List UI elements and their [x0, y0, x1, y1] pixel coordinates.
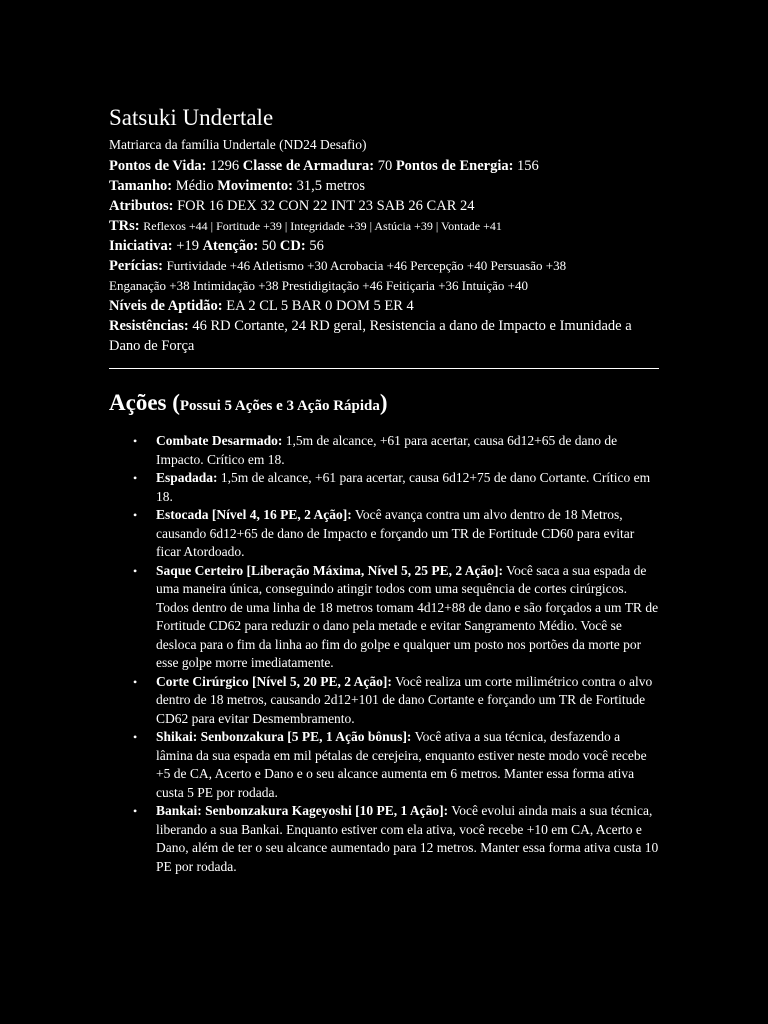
pe-label: Pontos de Energia: — [395, 158, 514, 174]
actions-heading-title: Ações ( — [109, 390, 180, 415]
stat-line-aptitude — [109, 296, 659, 316]
action-text: Você realiza um corte milimétrico contra o alvo dentro de 18 metros, causando 2d12+101 de dano Cortante e forçando um TR de Fortitude CD62 para evitar Desmembramento. — [156, 673, 653, 726]
movimento-value: 31,5 metros — [296, 178, 366, 194]
stat-line-attributes — [109, 196, 659, 216]
actions-heading — [109, 389, 659, 420]
action-text: 1,5m de alcance, +61 para acertar, causa 6d12+65 de dano de Impacto. Crítico em 18. — [156, 433, 618, 467]
stat-line-resistances — [109, 316, 659, 356]
pe-value: 156 — [517, 158, 539, 174]
action-name: Estocada [Nível 4, 16 PE, 2 Ação]: — [156, 507, 352, 522]
atributos-label: Atributos: — [109, 198, 174, 214]
niveis-value: EA 2 CL 5 BAR 0 DOM 5 ER 4 — [226, 298, 414, 314]
pv-value: 1296 — [210, 158, 240, 174]
actions-list — [109, 432, 659, 876]
tamanho-value: Médio — [175, 178, 214, 194]
list-item — [133, 562, 659, 673]
action-text: Você ativa a sua técnica, desfazendo a lâmina da sua espada em mil pétalas de cerejeira, enquanto estiver neste modo você recebe +5 de CA, Acerto e Dano e o seu alcance aumenta em 6 metros. Manter essa forma ativa custa 5 PE por rodada. — [156, 729, 647, 800]
atencao-label: Atenção: — [202, 238, 259, 254]
list-item — [133, 802, 659, 876]
list-item — [133, 728, 659, 802]
action-name: Shikai: Senbonzakura [5 PE, 1 Ação bônus]: — [156, 729, 412, 744]
atencao-value: 50 — [261, 238, 277, 254]
resistencias-label: Resistências: — [109, 318, 189, 334]
stat-line-vitals — [109, 156, 659, 176]
divider — [109, 368, 659, 369]
action-name: Combate Desarmado: — [156, 433, 283, 448]
stat-line-initiative — [109, 236, 659, 256]
iniciativa-label: Iniciativa: — [109, 238, 173, 254]
pv-label: Pontos de Vida: — [109, 158, 207, 174]
bullet-icon: • — [133, 434, 138, 448]
atributos-value: FOR 16 DEX 32 CON 22 INT 23 SAB 26 CAR 24 — [177, 198, 475, 214]
stat-line-skills — [109, 256, 659, 296]
list-item — [133, 506, 659, 562]
action-name: Espadada: — [156, 470, 218, 485]
list-item — [133, 673, 659, 729]
action-text: Você saca a sua espada de uma maneira única, conseguindo atingir todos com uma sequência de cortes cirúrgicos. Todos dentro de uma linha de 18 metros tomam 4d12+88 de dano e são forçados a um TR de Fortitude CD62 para reduzir o dano pela metade e evitar Sangramento Médio. Você se desloca para o fim da linha ao fim do golpe e qualquer um posto nos portões da morte por esse golpe morre imediatamente. — [156, 562, 659, 670]
pericias-line-1: Furtividade +46 Atletismo +30 Acrobacia +46 Percepção +40 Persuasão +38 — [166, 258, 567, 273]
stat-block — [109, 104, 659, 876]
pericias-line-2: Enganação +38 Intimidação +38 Prestidigitação +46 Feitiçaria +36 Intuição +40 — [109, 278, 528, 293]
bullet-icon: • — [133, 563, 138, 578]
cd-label: CD: — [279, 238, 306, 254]
movimento-label: Movimento: — [217, 178, 293, 194]
resistencias-value: 46 RD Cortante, 24 RD geral, Resistencia a dano de Impacto e Imunidade a Dano de Força — [109, 318, 632, 354]
bullet-icon: • — [133, 730, 138, 744]
stat-line-size — [109, 176, 659, 196]
ca-value: 70 — [377, 158, 393, 174]
actions-heading-close: ) — [379, 390, 388, 415]
trs-value: Reflexos +44 | Fortitude +39 | Integridade +39 | Astúcia +39 | Vontade +41 — [143, 219, 502, 233]
ca-label: Classe de Armadura: — [242, 158, 375, 174]
tamanho-label: Tamanho: — [109, 178, 173, 194]
list-item — [133, 469, 659, 506]
actions-heading-subtitle: Possui 5 Ações e 3 Ação Rápida — [179, 398, 380, 414]
action-name: Saque Certeiro [Liberação Máxima, Nível 5, 25 PE, 2 Ação]: — [156, 562, 503, 578]
bullet-icon: • — [133, 508, 138, 522]
stat-line-trs — [109, 216, 659, 236]
action-name: Bankai: Senbonzakura Kageyoshi [10 PE, 1 Ação]: — [156, 803, 449, 818]
subtitle: Matriarca da família Undertale (ND24 Desafio) — [109, 137, 367, 152]
iniciativa-value: +19 — [176, 238, 199, 254]
action-text: Você avança contra um alvo dentro de 18 Metros, causando 6d12+65 de dano de Impacto e forçando um TR de Fortitude CD60 para evitar ficar Atordoado. — [156, 507, 635, 559]
bullet-icon: • — [133, 674, 138, 689]
trs-label: TRs: — [109, 218, 140, 234]
action-text: Você evolui ainda mais a sua técnica, liberando a sua Bankai. Enquanto estiver com ela ativa, você recebe +10 em CA, Acerto e Dano, além de ter o seu alcance aumentado para 12 metros. Manter essa forma ativa custa 10 PE por rodada. — [156, 803, 659, 874]
cd-value: 56 — [309, 238, 324, 254]
bullet-icon: • — [133, 804, 138, 818]
list-item — [133, 432, 659, 469]
niveis-label: Níveis de Aptidão: — [109, 298, 223, 314]
pericias-label: Perícias: — [109, 258, 163, 274]
bullet-icon: • — [133, 471, 138, 485]
page-title: Satsuki Undertale — [109, 105, 274, 130]
action-text: 1,5m de alcance, +61 para acertar, causa 6d12+75 de dano Cortante. Crítico em 18. — [156, 470, 651, 504]
action-name: Corte Cirúrgico [Nível 5, 20 PE, 2 Ação]: — [156, 673, 392, 689]
